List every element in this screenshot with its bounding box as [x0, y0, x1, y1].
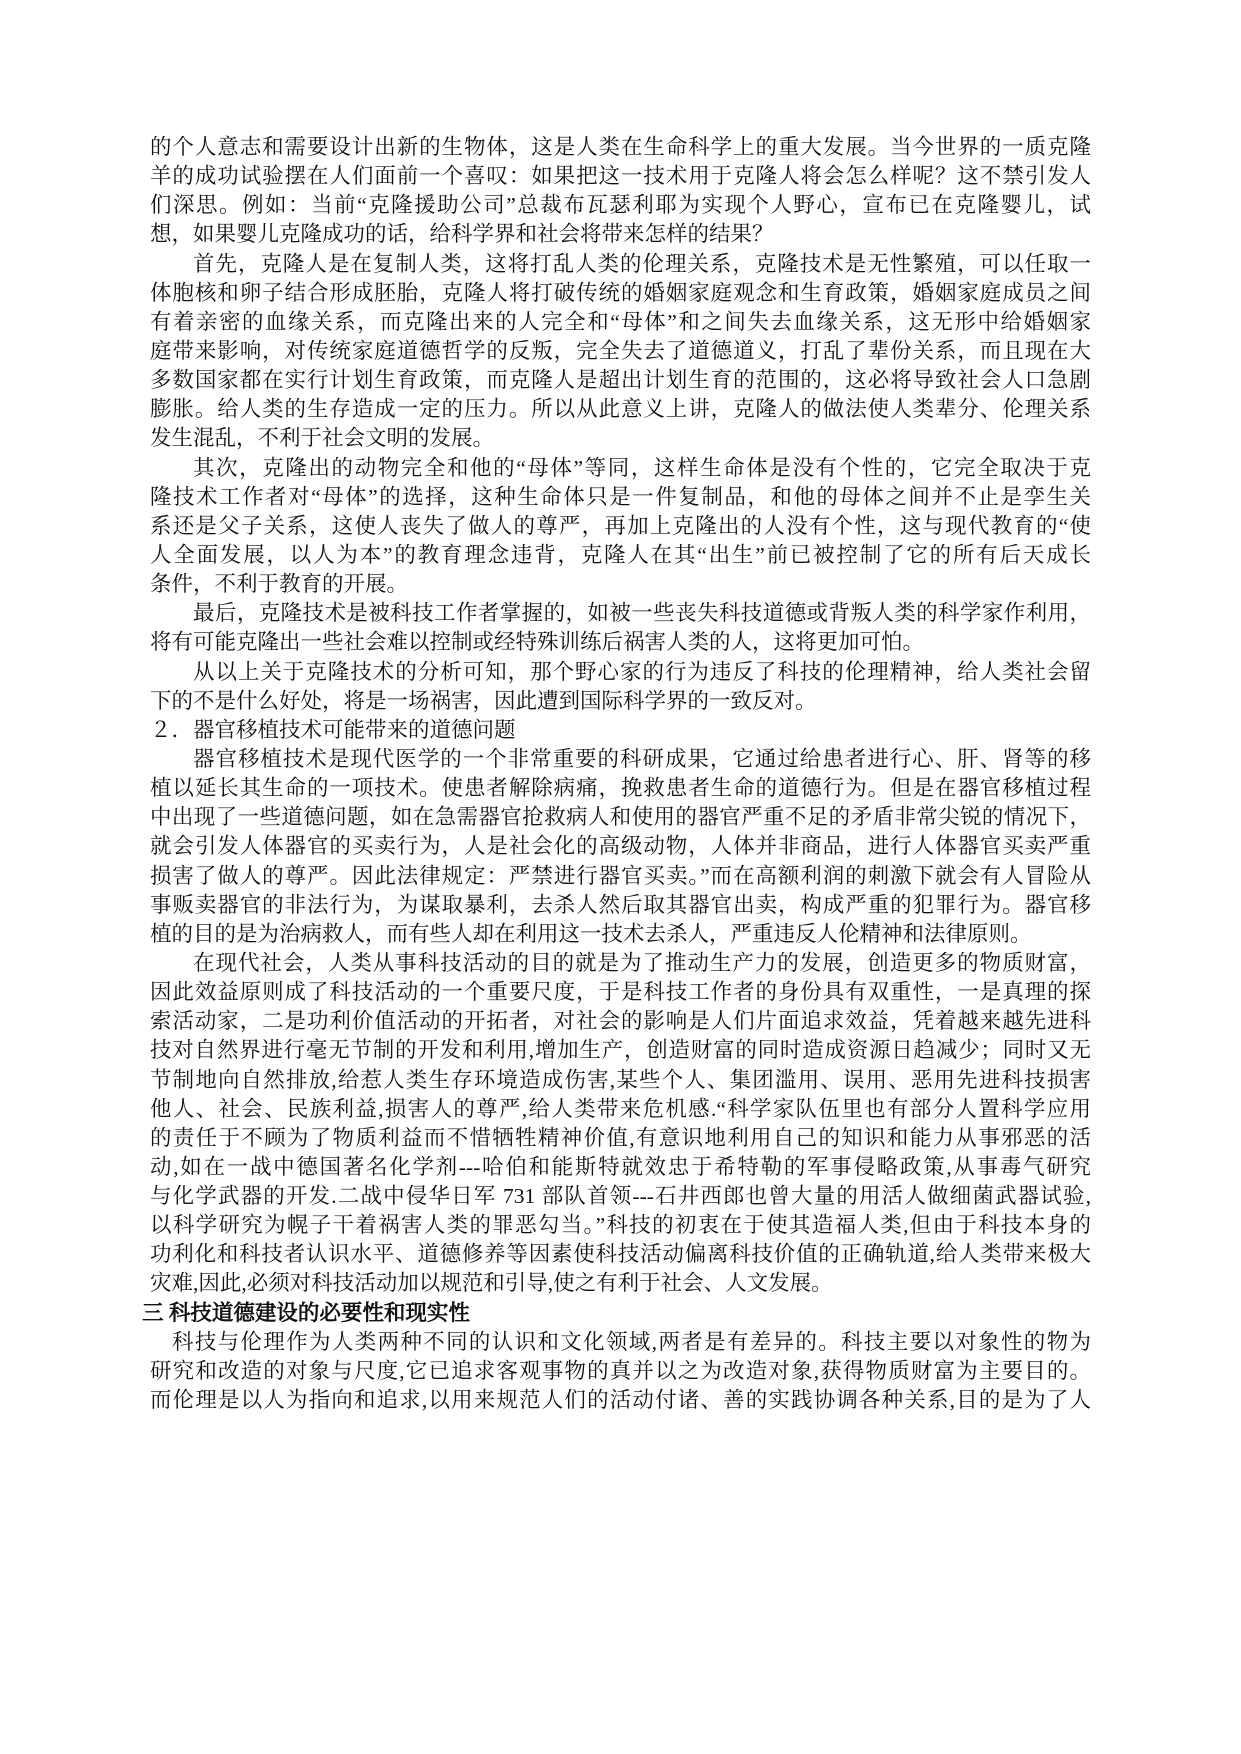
text-line: 将有可能克隆出一些社会难以控制或经特殊训练后祸害人类的人，这将更加可怕。	[150, 630, 925, 655]
document-body	[142, 133, 1091, 1415]
text-line: 研究和改造的对象与尺度,它已追求客观事物的真并以之为改造对象,获得物质财富为主要目的。	[150, 1358, 1091, 1383]
paragraph	[150, 949, 1091, 1299]
text-line: 首先，克隆人是在复制人类，这将打乱人类的伦理关系，克隆技术是无性繁殖，可以任取一	[193, 251, 1091, 276]
text-line: 从以上关于克隆技术的分析可知，那个野心家的行为违反了科技的伦理精神，给人类社会留	[193, 659, 1091, 684]
text-line: 系还是父子关系，这使人丧失了做人的尊严，再加上克隆出的人没有个性，这与现代教育的“使	[150, 513, 1091, 538]
text-line: 发生混乱，不利于社会文明的发展。	[150, 426, 495, 451]
paragraph	[150, 745, 1091, 949]
text-line: 动,如在一战中德国著名化学剂---哈伯和能斯特就效忠于希特勒的军事侵略政策,从事毒气研究	[150, 1154, 1091, 1179]
text-line: 他人、社会、民族利益,损害人的尊严,给人类带来危机感.“科学家队伍里也有部分人置科学应用	[150, 1096, 1091, 1121]
text-line: 其次，克隆出的动物完全和他的“母体”等同，这样生命体是没有个性的，它完全取决于克	[193, 455, 1091, 480]
text-line: 植的目的是为治病救人，而有些人却在利用这一技术去杀人，严重违反人伦精神和法律原则。	[150, 921, 1032, 946]
text-line: 损害了做人的尊严。因此法律规定：严禁进行器官买卖。”而在高额利润的刺激下就会有人冒险从	[150, 863, 1091, 888]
section-heading: 三 科技道德建设的必要性和现实性	[142, 1300, 470, 1325]
text-line: 器官移植技术是现代医学的一个非常重要的科研成果，它通过给患者进行心、肝、肾等的移	[193, 746, 1091, 771]
text-line: 以科学研究为幌子干着祸害人类的罪恶勾当。”科技的初衷在于使其造福人类,但由于科技本身的	[150, 1213, 1091, 1238]
text-line: 条件，不利于教育的开展。	[150, 572, 409, 597]
text-line: 在现代社会，人类从事科技活动的目的就是为了推动生产力的发展，创造更多的物质财富，	[193, 950, 1091, 975]
text-line: 事贩卖器官的非法行为，为谋取暴利，去杀人然后取其器官出卖，构成严重的犯罪行为。器官移	[150, 892, 1091, 917]
text-line: 科技与伦理作为人类两种不同的认识和文化领域,两者是有差异的。科技主要以对象性的物为	[172, 1329, 1091, 1354]
text-line: 而伦理是以人为指向和追求,以用来规范人们的活动付诸、善的实践协调各种关系,目的是为了人	[150, 1388, 1091, 1413]
text-line: 羊的成功试验摆在人们面前一个喜叹：如果把这一技术用于克隆人将会怎么样呢？这不禁引发人	[150, 164, 1091, 189]
text-line: 人全面发展，以人为本”的教育理念违背，克隆人在其“出生”前已被控制了它的所有后天成长	[150, 542, 1091, 567]
text-line: 下的不是什么好处，将是一场祸害，因此遭到国际科学界的一致反对。	[150, 688, 817, 713]
paragraph	[150, 250, 1091, 454]
text-line: 灾难,因此,必须对科技活动加以规范和引导,使之有利于社会、人文发展。	[150, 1271, 833, 1296]
text-line: 植以延长其生命的一项技术。使患者解除病痛，挽救患者生命的道德行为。但是在器官移植过程	[150, 776, 1091, 801]
paragraph	[150, 658, 1091, 716]
text-line: 多数国家都在实行计划生育政策，而克隆人是超出计划生育的范围的，这必将导致社会人口急剧	[150, 368, 1091, 393]
text-line: 体胞核和卵子结合形成胚胎，克隆人将打破传统的婚姻家庭观念和生育政策，婚姻家庭成员之间	[150, 280, 1091, 305]
text-line: 的个人意志和需要设计出新的生物体，这是人类在生命科学上的重大发展。当今世界的一质克隆	[150, 135, 1091, 159]
paragraph	[150, 599, 1091, 657]
text-line: 就会引发人体器官的买卖行为，人是社会化的高级动物，人体并非商品，进行人体器官买卖严重	[150, 834, 1091, 859]
text-line: 功利化和科技者认识水平、道德修养等因素使科技活动偏离科技价值的正确轨道,给人类带来极大	[150, 1242, 1091, 1267]
paragraph	[150, 454, 1091, 600]
text-line: 庭带来影响，对传统家庭道德哲学的反叛，完全失去了道德道义，打乱了辈份关系，而且现在大	[150, 338, 1091, 363]
text-line: 中出现了一些道德问题，如在急需器官抢救病人和使用的器官严重不足的矛盾非常尖锐的情况下，	[150, 805, 1091, 830]
paragraph	[150, 1328, 1091, 1415]
text-line: 节制地向自然排放,给惹人类生存环境造成伤害,某些个人、集团滥用、误用、恶用先进科技损害	[150, 1067, 1091, 1092]
text-line: 们深思。例如：当前“克隆援助公司”总裁布瓦瑟利耶为实现个人野心，宣布已在克隆婴儿，试	[150, 193, 1091, 218]
paragraph	[150, 133, 1091, 250]
text-line: 的责任于不顾为了物质利益而不惜牺牲精神价值,有意识地利用自己的知识和能力从事邪恶的活	[150, 1125, 1091, 1150]
text-line: 与化学武器的开发.二战中侵华日军 731 部队首领---石井西郎也曾大量的用活人做细菌武器试验,	[150, 1184, 1091, 1209]
section-heading: ２．器官移植技术可能带来的道德问题	[150, 717, 516, 742]
text-line: 最后，克隆技术是被科技工作者掌握的，如被一些丧失科技道德或背叛人类的科学家作利用，	[193, 601, 1091, 626]
text-line: 隆技术工作者对“母体”的选择，这种生命体只是一件复制品，和他的母体之间并不止是孪生关	[150, 484, 1091, 509]
text-line: 因此效益原则成了科技活动的一个重要尺度，于是科技工作者的身份具有双重性，一是真理的探	[150, 980, 1091, 1005]
text-line: 有着亲密的血缘关系，而克隆出来的人完全和“母体”和之间失去血缘关系，这无形中给婚姻家	[150, 309, 1091, 334]
text-line: 膨胀。给人类的生存造成一定的压力。所以从此意义上讲，克隆人的做法使人类辈分、伦理关系	[150, 397, 1091, 422]
text-line: 技对自然界进行毫无节制的开发和利用,增加生产，创造财富的同时造成资源日趋减少；同时又无	[150, 1038, 1091, 1063]
text-line: 索活动家，二是功利价值活动的开拓者，对社会的影响是人们片面追求效益，凭着越来越先进科	[150, 1009, 1091, 1034]
text-line: 想，如果婴儿克隆成功的话，给科学界和社会将带来怎样的结果？	[150, 222, 774, 247]
